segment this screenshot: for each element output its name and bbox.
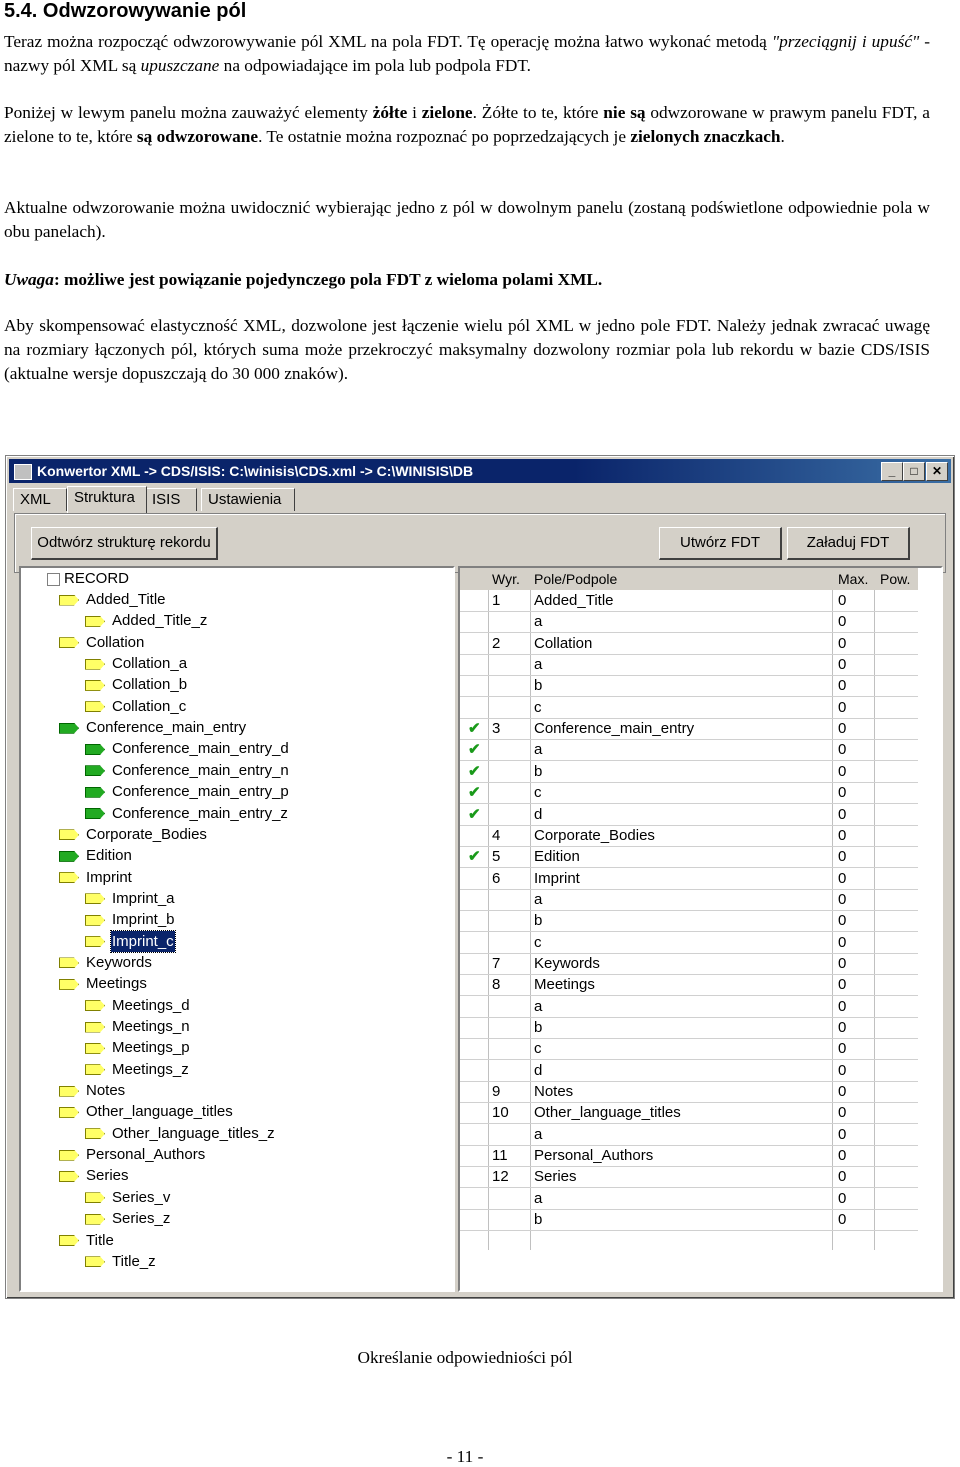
mapped-tag-icon (85, 765, 105, 776)
tree-node[interactable] (59, 1165, 130, 1186)
field-name: a (534, 656, 543, 674)
tree-node[interactable] (59, 1101, 234, 1122)
grid-row[interactable] (460, 868, 918, 890)
field-max: 0 (838, 954, 847, 972)
field-name: Series (534, 1168, 577, 1186)
field-max: 0 (838, 1125, 847, 1143)
tree-node[interactable] (59, 867, 133, 888)
unmapped-tag-icon (59, 979, 79, 990)
field-max: 0 (838, 634, 847, 652)
field-name: Edition (534, 848, 580, 866)
grid-row[interactable] (460, 1081, 918, 1103)
tree-node[interactable] (85, 909, 176, 930)
field-tag: 3 (492, 720, 501, 738)
tree-node[interactable] (59, 1230, 115, 1251)
collapse-icon[interactable] (47, 573, 60, 586)
tree-node-label: Title (86, 1231, 114, 1249)
maximize-icon[interactable]: □ (903, 462, 925, 481)
field-max: 0 (838, 613, 847, 631)
unmapped-tag-icon (59, 595, 79, 606)
field-max: 0 (838, 1019, 847, 1036)
field-tag: 8 (492, 976, 501, 994)
unmapped-tag-icon (59, 872, 79, 883)
rebuild-structure-button[interactable]: Odtwórz strukturę rekordu (31, 527, 218, 560)
unmapped-tag-icon (85, 1000, 105, 1011)
tree-node-label: Series (86, 1167, 129, 1185)
tree-node-label: Meetings_z (112, 1060, 189, 1078)
field-name: Imprint (534, 869, 580, 887)
grid-row[interactable] (460, 1060, 918, 1082)
field-name: d (534, 805, 543, 823)
field-tag: 11 (492, 1147, 508, 1165)
unmapped-tag-icon (85, 893, 105, 904)
unmapped-tag-icon (59, 957, 79, 968)
unmapped-tag-icon (59, 1086, 79, 1097)
tree-node-label: Personal_Authors (86, 1146, 206, 1164)
paragraph-3: Aktualne odwzorowanie można uwidocznić wybierając jedno z pól w dowolnym panelu (zostaną podświetlone odpowiednie pola w obu panelach). (4, 198, 930, 241)
tree-node-label: Other_language_titles_z (112, 1124, 275, 1142)
tree-node-label: Collation_a (112, 655, 188, 673)
mapped-tag-icon (85, 787, 105, 798)
grid-row[interactable] (460, 1038, 918, 1060)
field-name: d (534, 1061, 543, 1079)
unmapped-tag-icon (85, 701, 105, 712)
tree-node-label: Imprint_a (112, 889, 175, 907)
unmapped-tag-icon (59, 1171, 79, 1182)
load-fdt-button[interactable]: Załaduj FDT (787, 527, 910, 560)
field-tag: 12 (492, 1168, 509, 1186)
paragraph-2: Poniżej w lewym panelu można zauważyć elementy żółte i zielone. Żółte to te, które nie są odwzorowane w prawym panelu FDT, a zielone to te, które są odwzorowane. Te ostatnie można rozpoznać po poprzedzających je zielonych znaczkach. (4, 103, 930, 146)
tree-node[interactable] (59, 845, 133, 866)
mapped-check-icon: ✔ (468, 848, 481, 866)
mapped-check-icon: ✔ (468, 805, 481, 823)
unmapped-tag-icon (85, 915, 105, 926)
tree-node-label: Corporate_Bodies (86, 825, 207, 843)
field-max: 0 (838, 869, 847, 887)
tree-node[interactable] (85, 696, 187, 717)
tab-isis[interactable]: ISIS (145, 488, 197, 511)
mapped-tag-icon (85, 744, 105, 755)
field-name: Meetings (534, 976, 595, 994)
unmapped-tag-icon (85, 1128, 105, 1139)
unmapped-tag-icon (59, 1235, 79, 1246)
close-icon[interactable]: ✕ (926, 462, 948, 481)
tree-node[interactable] (85, 1208, 171, 1229)
field-name: a (534, 890, 543, 908)
field-max: 0 (838, 698, 847, 716)
tab-xml[interactable]: XML (13, 488, 67, 511)
paragraph-5: Aby skompensować elastyczność XML, dozwolone jest łączenie wielu pól XML w jedno pole FDT. Należy jednak zwracać uwagę na rozmiary łączonych pól, których suma może przekroczyć maksymalny dozwolony rozmiar pola lub rekordu w bazie CDS/ISIS (aktualne wersje dopuszczają do 30 000 znaków). (4, 316, 930, 383)
tree-node-label: Conference_main_entry_n (112, 761, 289, 779)
field-name: b (534, 677, 543, 695)
unmapped-tag-icon (59, 637, 79, 648)
field-max: 0 (838, 1040, 847, 1058)
field-max: 0 (838, 741, 847, 759)
field-name: a (534, 1125, 543, 1143)
grid-row[interactable] (460, 1124, 918, 1146)
field-max: 0 (838, 890, 847, 908)
grid-header (460, 568, 918, 590)
grid-row[interactable] (460, 654, 918, 676)
section-heading: 5.4. Odwzorowywanie pól (4, 0, 247, 22)
field-name: Notes (534, 1083, 574, 1101)
field-max: 0 (838, 1083, 847, 1101)
tree-node[interactable] (85, 738, 290, 759)
grid-row[interactable] (460, 889, 918, 911)
field-max: 0 (838, 1189, 847, 1207)
unmapped-tag-icon (85, 680, 105, 691)
unmapped-tag-icon (59, 1107, 79, 1118)
field-name: Collation (534, 634, 593, 652)
field-name: a (534, 741, 543, 759)
window-title: Konwertor XML -> CDS/ISIS: C:\winisis\CDS.xml -> C:\WINISIS\DB (37, 463, 474, 479)
paragraph-1: Teraz można rozpocząć odwzorowywanie pól XML na pola FDT. Tę operację można łatwo wykonać metodą "przeciągnij i upuść" - nazwy pól XML są upuszczane na odpowiadające im pola lub podpola FDT. (4, 32, 931, 75)
field-max: 0 (838, 1147, 847, 1165)
grid-row[interactable] (460, 1017, 918, 1039)
field-name: c (534, 1040, 542, 1058)
tree-node[interactable] (85, 674, 188, 695)
mapped-check-icon: ✔ (468, 784, 481, 802)
field-max: 0 (838, 1104, 847, 1122)
tree-node-label: Conference_main_entry_d (112, 740, 289, 758)
tree-node[interactable] (85, 1016, 191, 1037)
tree-node[interactable] (85, 653, 188, 674)
field-max: 0 (838, 1061, 847, 1079)
field-tag: 5 (492, 848, 501, 866)
field-tag: 1 (492, 592, 501, 609)
field-name: b (534, 912, 543, 930)
grid-row[interactable] (460, 782, 918, 804)
tree-node-label: Meetings (86, 975, 147, 993)
field-tag: 7 (492, 954, 501, 972)
grid-row[interactable] (460, 761, 918, 783)
field-max: 0 (838, 677, 847, 695)
grid-row[interactable] (460, 697, 918, 719)
grid-row[interactable] (460, 718, 918, 740)
window-titlebar (9, 459, 951, 483)
field-max: 0 (838, 933, 847, 951)
field-name: Corporate_Bodies (534, 826, 655, 844)
tree-node-label: Meetings_p (112, 1039, 190, 1057)
grid-row[interactable] (460, 633, 918, 655)
paragraph-4-note: Uwaga: możliwe jest powiązanie pojedynczego pola FDT z wieloma polami XML. (4, 270, 603, 289)
tree-node[interactable] (59, 952, 153, 973)
grid-row[interactable] (460, 804, 918, 826)
tree-node-label: Collation_b (112, 676, 188, 694)
tree-node-label: Keywords (86, 953, 152, 971)
field-max: 0 (838, 1211, 847, 1229)
tree-node-label: Conference_main_entry_p (112, 783, 289, 801)
tree-node[interactable] (59, 589, 167, 610)
grid-row[interactable] (460, 611, 918, 633)
field-name: a (534, 613, 543, 631)
grid-row[interactable] (460, 846, 918, 868)
field-name: Conference_main_entry (534, 720, 695, 738)
field-name: c (534, 784, 542, 802)
tree-node-label: Imprint_b (112, 911, 175, 929)
grid-row[interactable] (460, 590, 918, 612)
field-max: 0 (838, 656, 847, 674)
fdt-fields-grid[interactable] (458, 566, 943, 1292)
tab-struktura[interactable]: Struktura (67, 486, 147, 513)
tree-node[interactable] (85, 1123, 276, 1144)
grid-row[interactable] (460, 739, 918, 761)
tree-node-label: Imprint_c (112, 932, 174, 950)
tree-node[interactable] (59, 1080, 126, 1101)
field-name: b (534, 762, 543, 780)
unmapped-tag-icon (85, 616, 105, 627)
field-name: c (534, 698, 542, 716)
field-tag: 9 (492, 1083, 501, 1101)
field-name: b (534, 1019, 543, 1036)
tree-node-label: Conference_main_entry (86, 719, 247, 737)
tree-root[interactable]: RECORD (47, 568, 129, 589)
unmapped-tag-icon (85, 936, 105, 947)
field-tag: 10 (492, 1104, 509, 1122)
mapped-check-icon: ✔ (468, 762, 481, 780)
figure-caption: Określanie odpowiedniości pól (357, 1348, 573, 1367)
tree-node-label: Other_language_titles (86, 1103, 233, 1121)
field-name: Other_language_titles (534, 1104, 681, 1122)
grid-row[interactable] (460, 932, 918, 954)
field-name: a (534, 1189, 543, 1207)
field-name: Personal_Authors (534, 1147, 654, 1165)
field-max: 0 (838, 997, 847, 1015)
unmapped-tag-icon (85, 659, 105, 670)
mapped-check-icon: ✔ (468, 720, 481, 738)
field-max: 0 (838, 912, 847, 930)
field-max: 0 (838, 1168, 847, 1186)
grid-row[interactable] (460, 825, 918, 847)
tree-node-label: Added_Title (86, 591, 166, 608)
tree-node-label: Series_z (112, 1210, 171, 1228)
tree-node-label: Conference_main_entry_z (112, 804, 288, 822)
tree-node[interactable] (85, 760, 290, 781)
toolbar-panel (14, 513, 946, 573)
field-max: 0 (838, 805, 847, 823)
header-max: Max. (838, 571, 869, 587)
tree-node-label: Notes (86, 1082, 126, 1100)
minimize-icon[interactable]: _ (881, 462, 903, 481)
tree-node[interactable] (59, 632, 145, 653)
field-name: c (534, 933, 542, 951)
tree-node-label: Edition (86, 847, 132, 865)
tree-node-label: Title_z (112, 1252, 156, 1270)
field-tag: 6 (492, 869, 501, 887)
field-max: 0 (838, 720, 847, 738)
grid-row[interactable] (460, 1166, 918, 1188)
app-icon (14, 464, 32, 480)
field-name: Keywords (534, 954, 600, 972)
field-name: b (534, 1211, 543, 1229)
unmapped-tag-icon (85, 1022, 105, 1033)
grid-row[interactable] (460, 910, 918, 932)
field-name: a (534, 997, 543, 1015)
mapped-tag-icon (59, 723, 79, 734)
unmapped-tag-icon (85, 1256, 105, 1267)
page-number: - 11 - (446, 1447, 484, 1466)
grid-row[interactable] (460, 675, 918, 697)
field-tag: 2 (492, 634, 501, 652)
header-tag: Wyr. (492, 571, 520, 587)
create-fdt-button[interactable]: Utwórz FDT (659, 527, 782, 560)
tab-ustawienia[interactable]: Ustawienia (201, 488, 295, 511)
tree-node[interactable] (85, 1037, 191, 1058)
tree-node[interactable] (85, 1187, 171, 1208)
grid-row[interactable] (460, 953, 918, 975)
grid-row[interactable] (460, 1188, 918, 1210)
unmapped-tag-icon (59, 1150, 79, 1161)
mapped-tag-icon (59, 851, 79, 862)
field-max: 0 (838, 592, 847, 609)
field-max: 0 (838, 848, 847, 866)
tree-node[interactable] (85, 995, 191, 1016)
unmapped-tag-icon (85, 1043, 105, 1054)
tree-node-label: Meetings_n (112, 1018, 190, 1035)
field-max: 0 (838, 976, 847, 994)
header-field: Pole/Podpole (534, 571, 618, 587)
field-max: 0 (838, 762, 847, 780)
tree-node[interactable] (85, 781, 290, 802)
tree-node[interactable] (85, 1251, 157, 1272)
tree-node[interactable] (59, 717, 247, 738)
xml-structure-tree[interactable] (19, 566, 455, 1292)
tree-node[interactable] (59, 973, 148, 994)
tree-node[interactable] (85, 803, 289, 824)
tree-node[interactable] (85, 1059, 190, 1080)
unmapped-tag-icon (85, 1214, 105, 1225)
tree-node-label: Imprint (86, 868, 132, 886)
tree-node[interactable] (59, 824, 208, 845)
grid-row[interactable] (460, 996, 918, 1018)
tree-node-label: Collation (86, 633, 145, 651)
field-name: Added_Title (534, 592, 614, 609)
unmapped-tag-icon (59, 829, 79, 840)
header-rep: Pow. (880, 571, 911, 587)
tree-node-label: Collation_c (112, 697, 187, 715)
converter-window-screenshot (5, 455, 955, 1299)
grid-row[interactable] (460, 1145, 918, 1167)
grid-row[interactable] (460, 974, 918, 996)
tree-node[interactable] (85, 931, 175, 952)
tree-node[interactable] (85, 888, 176, 909)
field-tag: 4 (492, 826, 501, 844)
tree-node[interactable] (85, 610, 208, 631)
unmapped-tag-icon (85, 1192, 105, 1203)
mapped-check-icon: ✔ (468, 741, 481, 759)
grid-row[interactable] (460, 1102, 918, 1124)
tree-node-label: Added_Title_z (112, 612, 208, 630)
tree-node-label: Meetings_d (112, 996, 190, 1014)
field-max: 0 (838, 826, 847, 844)
tree-node[interactable] (59, 1144, 206, 1165)
mapped-tag-icon (85, 808, 105, 819)
unmapped-tag-icon (85, 1064, 105, 1075)
grid-row[interactable] (460, 1209, 918, 1231)
tree-node-label: Series_v (112, 1188, 171, 1206)
field-max: 0 (838, 784, 847, 802)
